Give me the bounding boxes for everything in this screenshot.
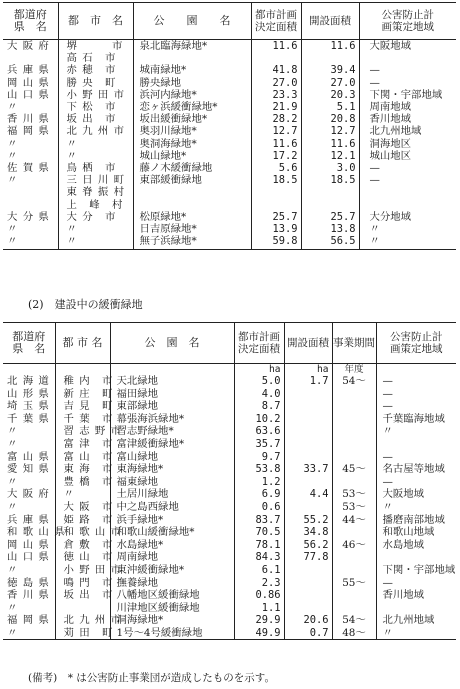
pollution-region-cell: 城山地区 [369, 149, 412, 162]
city-cell: 〃 [58, 235, 133, 250]
open-area-cell [284, 438, 332, 451]
units-row [3, 364, 456, 376]
city-cell: 徳 山 市 [55, 551, 110, 564]
park-name-cell: 日吉原緑地* [133, 223, 251, 235]
table-under-construction-buffer-green [3, 322, 456, 640]
prefecture-cell: 兵 庫 県 [3, 64, 58, 76]
prefecture-cell: 〃 [3, 602, 55, 615]
prefecture-cell: 〃 [3, 138, 58, 150]
header-open-area: 開設面積 [284, 323, 332, 364]
city-cell: 坂 出 市 [58, 113, 133, 125]
prefecture-cell: 山 形 県 [3, 388, 55, 401]
prefecture-cell: 〃 [3, 501, 55, 514]
park-name-cell: 松原緑地* [133, 211, 251, 223]
unit-open: ha [284, 364, 332, 376]
table-row [3, 589, 456, 602]
prefecture-cell: 〃 [3, 174, 58, 211]
open-area-cell [284, 577, 332, 590]
pollution-region-cell: — [369, 174, 380, 187]
open-area-cell: 4.4 [284, 488, 332, 501]
open-area-cell: 12.7 [301, 125, 359, 137]
table-row [3, 614, 456, 627]
city-cell: 北 九 州 市 [58, 125, 133, 137]
prefecture-cell: 福 岡 県 [3, 614, 55, 627]
period-cell: 46〜 [332, 539, 376, 552]
open-area-cell: 20.8 [301, 113, 359, 125]
pollution-region-cell: 水島地域 [382, 538, 425, 551]
city-cell: 豊 橋 市 [55, 476, 110, 489]
prefecture-cell: 〃 [3, 223, 58, 235]
section-caption: (2) 建設中の緩衝緑地 [28, 298, 143, 311]
period-cell: 48〜 [332, 627, 376, 640]
table-row [3, 77, 456, 89]
park-name-cell: 藤ノ木緩衝緑地 [133, 162, 251, 174]
table-row [3, 627, 456, 640]
prefecture-cell: 徳 島 県 [3, 577, 55, 590]
prefecture-cell: 大 阪 府 [3, 488, 55, 501]
city-cell: 大 分 市 [58, 211, 133, 223]
period-cell [332, 564, 376, 577]
header-city: 都 市 名 [58, 3, 133, 40]
unit-plan: ha [234, 364, 284, 376]
park-name-cell: 城南緑地* [133, 64, 251, 76]
prefecture-cell: 山 口 県 [3, 89, 58, 101]
prefecture-cell: 兵 庫 県 [3, 514, 55, 527]
table-row [3, 539, 456, 552]
prefecture-cell: 岡 山 県 [3, 77, 58, 89]
park-name-cell: 浜手緑地* [110, 514, 234, 527]
plan-area-cell: 84.3 [234, 551, 284, 564]
header-pollution-region: 公害防止計 画策定地域 [376, 323, 456, 364]
table-row [3, 438, 456, 451]
open-area-cell: 55.2 [284, 514, 332, 527]
header-park: 公 園 名 [133, 3, 251, 40]
pollution-region-cell: 和歌山地域 [382, 526, 435, 539]
pollution-region-cell [376, 602, 456, 615]
period-cell [332, 602, 376, 615]
table-row [3, 501, 456, 514]
city-cell: 堺 市 高 石 市 [58, 40, 133, 65]
plan-area-cell: 83.7 [234, 514, 284, 527]
table-row [3, 64, 456, 76]
open-area-cell: 1.7 [284, 375, 332, 388]
pollution-region-cell: 〃 [359, 235, 456, 250]
city-cell: 東 海 市 [55, 463, 110, 476]
pollution-region-cell: — [369, 76, 380, 89]
plan-area-cell: 11.6 [251, 138, 301, 150]
open-area-cell: 33.7 [284, 463, 332, 476]
pollution-region-cell: — [382, 375, 393, 387]
prefecture-cell: 佐 賀 県 [3, 162, 58, 174]
park-name-cell: 恋ヶ浜緩衝緑地* [133, 101, 251, 113]
open-area-cell: 11.6 [301, 138, 359, 150]
table-row [3, 174, 456, 211]
park-name-cell: 富津緩衝緑地* [110, 438, 234, 451]
city-cell: 坂 出 市 [55, 589, 110, 602]
pollution-region-cell: — [382, 576, 393, 589]
table-row [3, 564, 456, 577]
park-name-cell: 洞海緑地* [110, 614, 234, 627]
prefecture-cell: 埼 玉 県 [3, 400, 55, 413]
table-row [3, 425, 456, 438]
plan-area-cell: 1.1 [234, 602, 284, 615]
plan-area-cell: 0.6 [234, 501, 284, 514]
header-plan-area: 都市計画 決定面積 [251, 3, 301, 40]
table1-header-row [3, 3, 456, 40]
city-cell: 大 阪 市 [55, 501, 110, 514]
prefecture-cell: 千 葉 県 [3, 413, 55, 426]
park-name-cell: 東部緩衝緑地 [133, 174, 251, 211]
table-row [3, 488, 456, 501]
city-cell [55, 602, 110, 615]
period-cell: 45〜 [332, 463, 376, 476]
open-area-cell [284, 476, 332, 489]
pollution-region-cell [376, 551, 456, 564]
open-area-cell: 56.5 [301, 235, 359, 250]
open-area-cell: 3.0 [301, 162, 359, 174]
city-cell: 〃 [55, 488, 110, 501]
pollution-region-cell: 〃 [369, 223, 380, 236]
open-area-cell: 0.7 [284, 627, 332, 640]
park-name-cell: 幕張海浜緑地* [110, 413, 234, 426]
park-name-cell: 奥羽川緑地* [133, 125, 251, 137]
open-area-cell: 13.8 [301, 223, 359, 235]
plan-area-cell: 0.86 [234, 589, 284, 602]
period-cell [332, 526, 376, 539]
prefecture-cell: 〃 [3, 564, 55, 577]
period-cell [332, 425, 376, 438]
city-cell: 〃 [58, 223, 133, 235]
pollution-region-cell: 大分地域 [369, 210, 412, 223]
period-cell [332, 400, 376, 413]
prefecture-cell: 〃 [3, 476, 55, 489]
plan-area-cell: 4.0 [234, 388, 284, 401]
table-row [3, 388, 456, 401]
city-cell: 赤 穂 市 [58, 64, 133, 76]
prefecture-cell: 岡 山 県 [3, 539, 55, 552]
open-area-cell [284, 451, 332, 464]
table-completed-buffer-green [3, 2, 456, 250]
open-area-cell: 18.5 [301, 174, 359, 211]
park-name-cell: 奥洞海緑地* [133, 138, 251, 150]
pollution-region-cell: 播磨南部地域 [382, 513, 445, 526]
table-row [3, 551, 456, 564]
pollution-region-cell: 北九州地域 [369, 125, 422, 138]
prefecture-cell: 富 山 県 [3, 451, 55, 464]
open-area-cell: 5.1 [301, 101, 359, 113]
park-name-cell: 習志野緑地* [110, 425, 234, 438]
table-row [3, 235, 456, 250]
period-cell [332, 451, 376, 464]
period-cell: 54〜 [332, 614, 376, 627]
open-area-cell [284, 425, 332, 438]
prefecture-cell: 〃 [3, 150, 58, 162]
table-row [3, 463, 456, 476]
city-cell: 習 志 野 市 [55, 425, 110, 438]
prefecture-cell: 〃 [3, 101, 58, 113]
park-name-cell: 福東緑地 [110, 476, 234, 489]
city-cell: 三 日 川 町 東 脊 振 村 上 峰 村 [58, 174, 133, 211]
park-name-cell: 勝央緑地 [133, 77, 251, 89]
pollution-region-cell: 香川地域 [382, 589, 425, 602]
plan-area-cell: 53.8 [234, 463, 284, 476]
pollution-region-cell: — [369, 64, 380, 77]
prefecture-cell: 愛 知 県 [3, 463, 55, 476]
plan-area-cell: 18.5 [251, 174, 301, 211]
plan-area-cell: 5.6 [251, 162, 301, 174]
prefecture-cell: 〃 [3, 235, 58, 250]
park-name-cell: 富山緑地 [110, 451, 234, 464]
table-row [3, 162, 456, 174]
open-area-cell: 34.8 [284, 526, 332, 539]
pollution-region-cell: — [369, 162, 380, 175]
city-cell: 北 九 州 市 [55, 614, 110, 627]
plan-area-cell: 70.5 [234, 526, 284, 539]
pollution-region-cell: 洞海地区 [369, 137, 412, 150]
open-area-cell: 12.1 [301, 150, 359, 162]
plan-area-cell: 23.3 [251, 89, 301, 101]
park-name-cell: 福田緑地 [110, 388, 234, 401]
pollution-region-cell: 千葉臨海地域 [382, 412, 445, 425]
table-row [3, 602, 456, 615]
period-cell [332, 551, 376, 564]
header-city: 都 市 名 [55, 323, 110, 364]
city-cell: 〃 [58, 150, 133, 162]
pollution-region-cell: 〃 [376, 627, 456, 640]
pollution-region-cell: — [382, 400, 393, 413]
city-cell: 鳥 栖 市 [58, 162, 133, 174]
plan-area-cell: 49.9 [234, 627, 284, 640]
pollution-region-cell [376, 438, 456, 451]
park-name-cell: 1号〜4号緩衝緑地 [110, 627, 234, 640]
plan-area-cell: 63.6 [234, 425, 284, 438]
plan-area-cell: 13.9 [251, 223, 301, 235]
open-area-cell [284, 413, 332, 426]
period-cell: 44〜 [332, 514, 376, 527]
table-row [3, 138, 456, 150]
table2-header-row [3, 323, 456, 364]
plan-area-cell: 29.9 [234, 614, 284, 627]
plan-area-cell: 2.3 [234, 577, 284, 590]
header-park: 公 園 名 [110, 323, 234, 364]
park-name-cell: 水島緑地* [110, 539, 234, 552]
prefecture-cell: 山 口 県 [3, 551, 55, 564]
table-row [3, 223, 456, 235]
table-row [3, 125, 456, 137]
table-row [3, 526, 456, 539]
period-cell: 54〜 [332, 375, 376, 388]
table-row [3, 89, 456, 101]
plan-area-cell: 6.9 [234, 488, 284, 501]
table-row [3, 211, 456, 223]
open-area-cell [284, 589, 332, 602]
open-area-cell: 20.3 [301, 89, 359, 101]
city-cell: 小 野 田 市 [58, 89, 133, 101]
prefecture-cell: 福 岡 県 [3, 125, 58, 137]
pollution-region-cell: 下関・宇部地域 [369, 88, 443, 101]
plan-area-cell: 28.2 [251, 113, 301, 125]
open-area-cell [284, 602, 332, 615]
park-name-cell: 和歌山緩衝緑地* [110, 526, 234, 539]
pollution-region-cell: 周南地域 [369, 101, 412, 114]
park-name-cell: 中之島西緑地 [110, 501, 234, 514]
plan-area-cell: 11.6 [251, 40, 301, 65]
table-row [3, 413, 456, 426]
pollution-region-cell: 大阪地域 [369, 40, 412, 52]
pollution-region-cell: — [382, 387, 393, 400]
park-name-cell: 天北緑地 [110, 375, 234, 388]
period-cell [332, 438, 376, 451]
header-period: 事業期間 [332, 323, 376, 364]
prefecture-cell: 〃 [3, 425, 55, 438]
city-cell: 小 野 田 市 [55, 564, 110, 577]
table-row [3, 150, 456, 162]
header-prefecture: 都道府 県 名 [3, 323, 55, 364]
plan-area-cell: 8.7 [234, 400, 284, 413]
prefecture-cell: 〃 [3, 627, 55, 640]
pollution-region-cell: — [382, 450, 393, 463]
header-plan-area: 都市計画 決定面積 [234, 323, 284, 364]
park-name-cell: 城山緑地* [133, 150, 251, 162]
table-row [3, 400, 456, 413]
plan-area-cell: 1.2 [234, 476, 284, 489]
open-area-cell [284, 388, 332, 401]
open-area-cell: 77.8 [284, 551, 332, 564]
park-name-cell: 浜河内緑地* [133, 89, 251, 101]
plan-area-cell: 12.7 [251, 125, 301, 137]
plan-area-cell: 21.9 [251, 101, 301, 113]
table-row [3, 375, 456, 388]
prefecture-cell: 大 阪 府 [3, 40, 58, 65]
city-cell: 新 庄 町 [55, 388, 110, 401]
open-area-cell: 27.0 [301, 77, 359, 89]
city-cell: 和 歌 山 市 [55, 526, 110, 539]
prefecture-cell: 大 分 県 [3, 211, 58, 223]
plan-area-cell: 78.1 [234, 539, 284, 552]
city-cell: 姫 路 市 [55, 514, 110, 527]
period-cell: 53〜 [332, 488, 376, 501]
city-cell: 倉 敷 市 [55, 539, 110, 552]
footnote: (備考) * は公害防止事業団が造成したものを示す。 [28, 672, 275, 684]
period-cell [332, 413, 376, 426]
open-area-cell: 11.6 [301, 40, 359, 65]
city-cell: 富 山 市 [55, 451, 110, 464]
plan-area-cell: 59.8 [251, 235, 301, 250]
table-row [3, 40, 456, 65]
city-cell: 富 津 市 [55, 438, 110, 451]
plan-area-cell: 9.7 [234, 451, 284, 464]
city-cell: 勝 央 町 [58, 77, 133, 89]
table-row [3, 476, 456, 489]
park-name-cell: 東海緑地* [110, 463, 234, 476]
city-cell: 鳴 門 市 [55, 577, 110, 590]
plan-area-cell: 6.1 [234, 564, 284, 577]
park-name-cell: 八幡地区緩衝緑地 [110, 589, 234, 602]
city-cell: 吉 見 町 [55, 400, 110, 413]
plan-area-cell: 35.7 [234, 438, 284, 451]
park-name-cell: 東部緑地 [110, 400, 234, 413]
table-row [3, 101, 456, 113]
header-pollution-region: 公害防止計 画策定地域 [359, 3, 456, 40]
park-name-cell: 川津地区緩衝緑地 [110, 602, 234, 615]
pollution-region-cell: 大阪地域 [382, 488, 425, 501]
park-name-cell: 周南緑地 [110, 551, 234, 564]
city-cell: 稚 内 市 [55, 375, 110, 388]
open-area-cell [284, 400, 332, 413]
unit-period: 年度 [332, 364, 376, 376]
open-area-cell: 20.6 [284, 614, 332, 627]
plan-area-cell: 41.8 [251, 64, 301, 76]
open-area-cell [284, 564, 332, 577]
period-cell [332, 476, 376, 489]
pollution-region-cell: 香川地域 [369, 113, 412, 126]
plan-area-cell: 17.2 [251, 150, 301, 162]
park-name-cell: 東沖緩衝緑地* [110, 564, 234, 577]
city-cell: 苅 田 町 [55, 627, 110, 640]
prefecture-cell: 香 川 県 [3, 589, 55, 602]
pollution-region-cell: 〃 [382, 500, 393, 513]
plan-area-cell: 27.0 [251, 77, 301, 89]
open-area-cell: 56.2 [284, 539, 332, 552]
period-cell [332, 589, 376, 602]
table-row [3, 514, 456, 527]
park-name-cell: 無子浜緑地* [133, 235, 251, 250]
park-name-cell: 土居川緑地 [110, 488, 234, 501]
plan-area-cell: 25.7 [251, 211, 301, 223]
prefecture-cell: 〃 [3, 438, 55, 451]
open-area-cell [284, 501, 332, 514]
period-cell: 53〜 [332, 501, 376, 514]
pollution-region-cell: 北九州地域 [382, 614, 435, 627]
park-name-cell: 撫養緑地 [110, 577, 234, 590]
table-row [3, 451, 456, 464]
pollution-region-cell: 名古屋等地域 [382, 463, 445, 476]
park-name-cell: 坂出緩衝緑地* [133, 113, 251, 125]
period-cell: 55〜 [332, 577, 376, 590]
period-cell [332, 388, 376, 401]
prefecture-cell: 香 川 県 [3, 113, 58, 125]
table-row [3, 577, 456, 590]
pollution-region-cell: 下関・宇部地域 [382, 563, 456, 576]
prefecture-cell: 北 海 道 [3, 375, 55, 388]
header-prefecture: 都道府 県 名 [3, 3, 58, 40]
table-row [3, 113, 456, 125]
city-cell: 千 葉 市 [55, 413, 110, 426]
pollution-region-cell: — [382, 475, 393, 488]
plan-area-cell: 10.2 [234, 413, 284, 426]
open-area-cell: 25.7 [301, 211, 359, 223]
pollution-region-cell: 〃 [382, 425, 393, 438]
park-name-cell: 泉北臨海緑地* [133, 40, 251, 65]
open-area-cell: 39.4 [301, 64, 359, 76]
plan-area-cell: 5.0 [234, 375, 284, 388]
city-cell: 〃 [58, 138, 133, 150]
city-cell: 下 松 市 [58, 101, 133, 113]
header-open-area: 開設面積 [301, 3, 359, 40]
prefecture-cell: 和 歌 山 県 [3, 526, 55, 539]
